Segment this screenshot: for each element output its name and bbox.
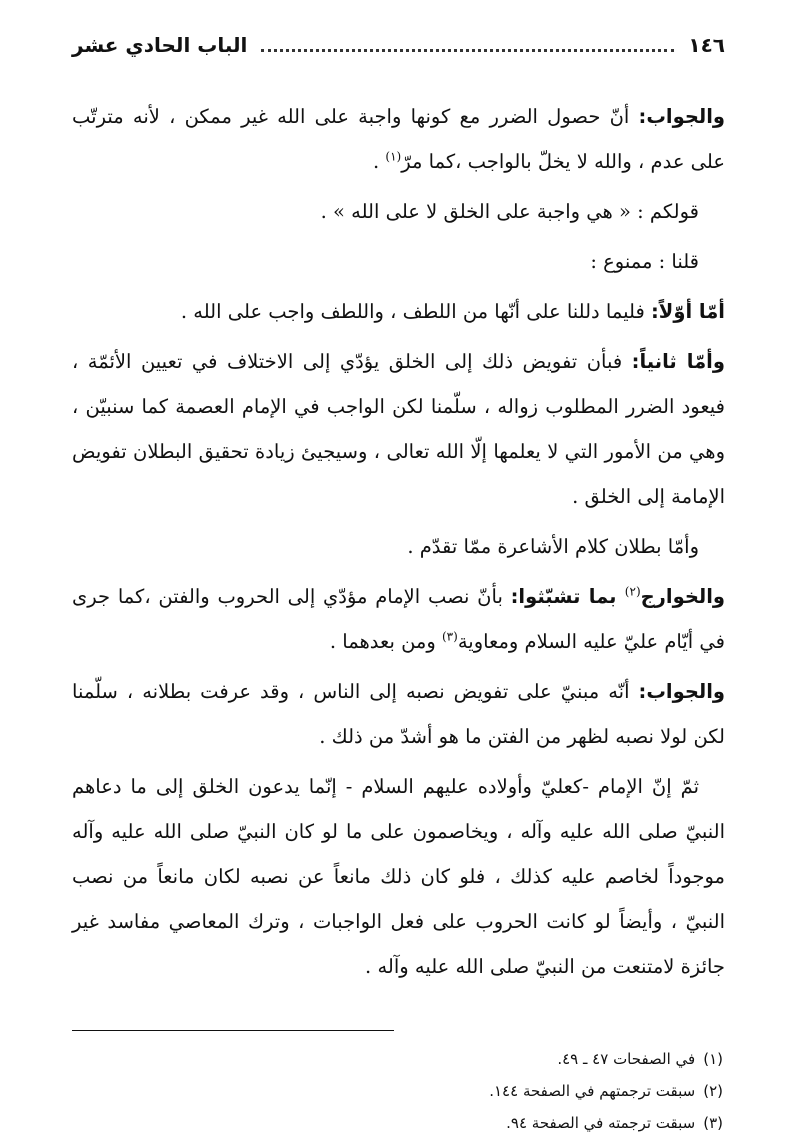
footnote-2 <box>72 1075 725 1107</box>
page-number: ١٤٦ <box>688 33 725 57</box>
paragraph-text: فليما دللنا على أنّها من اللطف ، واللطف واجب على الله . <box>180 300 651 323</box>
footnote-text: في الصفحات ٤٧ ـ ٤٩. <box>557 1050 696 1068</box>
book-page <box>72 22 725 1132</box>
footnote-number: (١) <box>703 1050 723 1068</box>
paragraph-text: ثمّ إنّ الإمام -كعليّ وأولاده عليهم السلام - إنّما يدعون الخلق إلى ما دعاهم النبيّ صلى الله عليه وآله ، ويخاصمون على ما لو كان النبيّ صلى الله عليه وآله موجوداً لخاصم عليه كذلك ، فلو كان ذلك مانعاً عن نصبه لكان مانعاً من نصب النبيّ ، وأيضاً لو كانت الحروب على فعل الواجبات ، وترك المعاصي مفاسد غير جائزة لامتنعت من النبيّ صلى الله عليه وآله . <box>72 775 725 978</box>
footnote-ref-2: (٢) <box>624 584 641 599</box>
leader-dots <box>261 49 674 52</box>
paragraph-khawarij <box>72 574 725 664</box>
running-head <box>72 22 725 68</box>
footnote-separator <box>72 1030 394 1031</box>
paragraph-second <box>72 339 725 519</box>
paragraph-text: قولكم : « هي واجبة على الخلق لا على الله » . <box>320 200 699 223</box>
chapter-title: الباب الحادي عشر <box>72 33 248 57</box>
paragraph-text: أنّ حصول الضرر مع كونها واجبة على الله غير ممكن ، لأنه مترتّب على عدم ، والله لا يخلّ بالواجب ،كما مرّ <box>72 105 725 173</box>
paragraph-first <box>72 289 725 334</box>
keyword-2: بما تشبّثوا: <box>510 585 625 608</box>
paragraph-answer-2 <box>72 669 725 759</box>
paragraph-text: وأمّا بطلان كلام الأشاعرة ممّا تقدّم . <box>407 535 699 558</box>
paragraph-ashairah <box>72 524 725 569</box>
keyword: والجواب: <box>638 105 725 128</box>
paragraph-reply <box>72 239 725 284</box>
footnote-ref-1: (١) <box>385 149 402 164</box>
paragraph-answer-1 <box>72 94 725 184</box>
paragraph-text: فبأن تفويض ذلك إلى الخلق يؤدّي إلى الاختلاف في تعيين الأئمّة ، فيعود الضرر المطلوب زواله ، سلّمنا لكن الواجب في الإمام العصمة كما سنبيّن ، وهي من الأمور التي لا يعلمها إلّا الله تعالى ، وسيجيئ زيادة تحقيق البطلان تفويض الإمامة إلى الخلق . <box>72 350 725 508</box>
footnote-separator-wrap <box>72 994 725 1043</box>
footnote-text: سبقت ترجمته في الصفحة ٩٤. <box>506 1114 696 1132</box>
paragraph-tail: ومن بعدهما . <box>329 630 442 653</box>
footnote-1 <box>72 1043 725 1075</box>
paragraph-text: قلنا : ممنوع : <box>590 250 699 273</box>
paragraph-text: أنّه مبنيّ على تفويض نصبه إلى الناس ، وقد عرفت بطلانه ، سلّمنا لكن لولا نصبه لظهر من الفتن ما هو أشدّ من ذلك . <box>72 680 725 748</box>
paragraph-text: بأنّ نصب الإمام مؤدّي إلى الحروب والفتن ،كما جرى في أيّام عليّ عليه السلام ومعاوية <box>72 585 725 653</box>
paragraph-tail: . <box>373 150 386 173</box>
footnote-number: (٢) <box>703 1082 723 1100</box>
footnote-text: سبقت ترجمتهم في الصفحة ١٤٤. <box>489 1082 696 1100</box>
keyword: وأمّا ثانياً: <box>631 350 725 373</box>
footnote-3 <box>72 1107 725 1139</box>
paragraph-objection <box>72 189 725 234</box>
keyword: أمّا أوّلاً: <box>651 300 725 323</box>
keyword: والخوارج <box>640 585 725 608</box>
keyword: والجواب: <box>638 680 725 703</box>
footnote-ref-3: (٣) <box>441 629 458 644</box>
footnote-number: (٣) <box>703 1114 723 1132</box>
paragraph-imam <box>72 764 725 989</box>
